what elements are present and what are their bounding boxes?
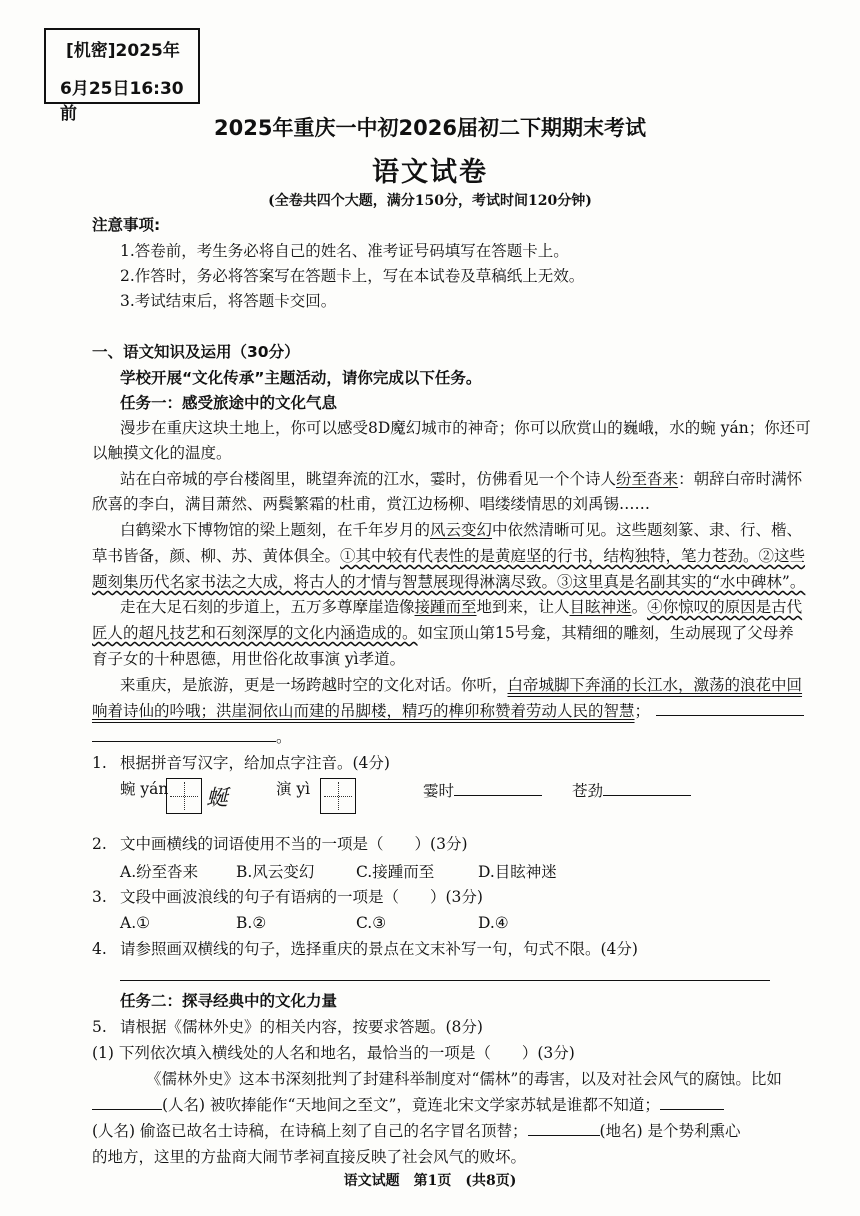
passage-p4b: 匠人的超凡技艺和石刻深厚的文化内涵造成的。如宝顶山第15号龛，其精细的雕刻，生动展现了父母养: [92, 624, 794, 642]
answer-blank-q4a[interactable]: [656, 701, 804, 716]
wavy-sentence-2-3: 题刻集历代名家书法之大成，将古人的才情与智慧展现得淋漓尽致。③这里真是名副其实的“水中碑林”。: [92, 573, 806, 591]
confidential-line2: 6月25日16:30前: [60, 79, 184, 124]
q1-a-grid[interactable]: [166, 778, 202, 814]
wavy-sentence-4b: 匠人的超凡技艺和石刻深厚的文化内涵造成的。: [92, 624, 418, 642]
passage-p3c: [92, 571, 805, 593]
passage-p2b: 欣喜的李白，满目萧然、两鬓繁霜的杜甫，赏江边杨柳、唱缕缕情思的刘禹锡……: [92, 495, 651, 513]
double-underlined-1: 白帝城脚下奔涌的长江水，激荡的浪花中回: [507, 676, 803, 694]
q1-c-blank[interactable]: [454, 781, 542, 796]
q1-d: 苍劲: [572, 780, 691, 802]
passage-p3b: 草书皆备，颜、柳、苏、黄体俱全。①其中较有代表性的是黄庭坚的行书，结构独特，笔力苍劲。②这些: [92, 547, 806, 565]
q5-s1b: (人名) 被吹捧能作“天地间之至文”，竟连北宋文学家苏轼是谁都不知道；: [92, 1094, 724, 1116]
task1-heading: 任务一：感受旅途中的文化气息: [120, 394, 338, 412]
subject-title: 语文试卷: [372, 157, 488, 188]
q4-text: 请参照画双横线的句子，选择重庆的景点在文末补写一句，句式不限。(4分): [120, 940, 638, 958]
exam-subtitle: (全卷共四个大题，满分150分，考试时间120分钟): [268, 193, 592, 209]
q5-text: 请根据《儒林外史》的相关内容，按要求答题。(8分): [120, 1018, 483, 1036]
exam-title: 2025年重庆一中初2026届初二下期期末考试: [214, 116, 646, 140]
q5-blank-2[interactable]: [660, 1095, 724, 1110]
task2-heading: 任务二：探寻经典中的文化力量: [120, 992, 338, 1010]
q1-num: 1.: [92, 754, 107, 772]
confidential-box: [44, 28, 200, 124]
section1-intro: 学校开展“文化传承”主题活动，请你完成以下任务。: [120, 369, 482, 387]
underlined-idiom-1: 纷至沓来: [616, 470, 679, 488]
q3-option-b[interactable]: B.②: [236, 914, 267, 932]
confidential-line1: [机密]2025年: [66, 41, 180, 61]
q3-num: 3.: [92, 888, 107, 906]
underlined-idiom-4: 目眩神迷: [569, 598, 632, 616]
dotted-char: 霎: [430, 470, 446, 488]
passage-p1a: 漫步在重庆这块土地上，你可以感受8D魔幻城市的神奇；你可以欣赏山的巍峨，水的蜿 yán；你还可: [120, 419, 811, 437]
note-item-1: 1.答卷前，考生务必将自己的姓名、准考证号码填写在答题卡上。: [120, 242, 569, 260]
passage-p3a: 白鹤梁水下博物馆的梁上题刻，在千年岁月的风云变幻中依然清晰可见。这些题刻篆、隶、行、楷、: [120, 521, 803, 539]
q2-option-c[interactable]: C.接踵而至: [356, 863, 435, 881]
double-underlined-2: 响着诗仙的吟哦；洪崖洞依山而建的吊脚楼，精巧的榫卯称赞着劳动人民的智慧: [92, 702, 635, 720]
q3-text: 文段中画波浪线的句子有语病的一项是（ ）(3分): [120, 888, 483, 906]
answer-blank-q4b[interactable]: [92, 727, 276, 742]
q3-option-a[interactable]: A.①: [120, 914, 151, 932]
underlined-idiom-2: 风云变幻: [430, 521, 493, 539]
passage-p5c: 。: [92, 726, 292, 748]
q1-text: 根据拼音写汉字，给加点字注音。(4分): [120, 754, 390, 772]
q3-option-c[interactable]: C.③: [356, 914, 387, 932]
q2-text: 文中画横线的词语使用不当的一项是（ ）(3分): [120, 835, 468, 853]
section1-heading: 一、语文知识及运用（30分）: [92, 343, 300, 361]
q5-num: 5.: [92, 1018, 107, 1036]
q2-option-d[interactable]: D.目眩神迷: [478, 863, 557, 881]
q3-option-d[interactable]: D.④: [478, 914, 509, 932]
q1-a-handwriting: 蜒: [206, 786, 229, 811]
passage-p4c: 育子女的十种恩德，用世俗化故事演 yì孝道。: [92, 650, 406, 668]
wavy-sentence-1-2: ①其中较有代表性的是黄庭坚的行书，结构独特，笔力苍劲。②这些: [340, 547, 806, 565]
q4-num: 4.: [92, 940, 107, 958]
q1-b-label: 演 yì: [276, 780, 311, 798]
q1-d-blank[interactable]: [603, 781, 691, 796]
notes-heading: 注意事项:: [92, 216, 161, 234]
q5-s1c: (人名) 偷盗已故名士诗稿，在诗稿上刻了自己的名字冒名顶替； (地名) 是个势利熏心: [92, 1122, 741, 1140]
q1-b-grid[interactable]: [320, 778, 356, 814]
q1-c: 霎时: [423, 780, 542, 802]
passage-p2a: 站在白帝城的亭台楼阁里，眺望奔流的江水，霎时，仿佛看见一个个诗人纷至沓来：朝辞白帝时满怀: [120, 470, 803, 488]
q5-s1d: 的地方，这里的方盐商大闹节孝祠直接反映了社会风气的败坏。: [92, 1148, 527, 1166]
q4-answer-line[interactable]: [120, 980, 770, 981]
q2-num: 2.: [92, 835, 107, 853]
q1-a-label: 蜿 yán: [120, 780, 169, 798]
page-footer: 语文试题 第1页 (共8页): [343, 1173, 517, 1189]
wavy-sentence-4a: ④你惊叹的原因是古代: [647, 598, 803, 616]
passage-p5b: 响着诗仙的吟哦；洪崖洞依山而建的吊脚楼，精巧的榫卯称赞着劳动人民的智慧；: [92, 700, 804, 722]
q5-blank-3[interactable]: [528, 1121, 600, 1136]
q5-sub1: (1) 下列依次填入横线处的人名和地名，最恰当的一项是（ ）(3分): [92, 1044, 575, 1062]
passage-p1b: 以触摸文化的温度。: [92, 444, 232, 462]
note-item-3: 3.考试结束后，将答题卡交回。: [120, 292, 337, 310]
passage-p5a: 来重庆，是旅游，更是一场跨越时空的文化对话。你听，白帝城脚下奔涌的长江水，激荡的浪花中回: [120, 676, 803, 694]
underlined-idiom-3: 接踵而至: [414, 598, 477, 616]
q2-option-b[interactable]: B.风云变幻: [236, 863, 315, 881]
note-item-2: 2.作答时，务必将答案写在答题卡上，写在本试卷及草稿纸上无效。: [120, 267, 585, 285]
q2-option-a[interactable]: A.纷至沓来: [120, 863, 199, 881]
passage-p4a: 走在大足石刻的步道上，五万多尊摩崖造像接踵而至地到来，让人目眩神迷。④你惊叹的原因是古代: [120, 598, 803, 616]
q5-s1a: 《儒林外史》这本书深刻批判了封建科举制度对“儒林”的毒害，以及对社会风气的腐蚀。比如: [146, 1070, 782, 1088]
q5-blank-1[interactable]: [92, 1095, 162, 1110]
